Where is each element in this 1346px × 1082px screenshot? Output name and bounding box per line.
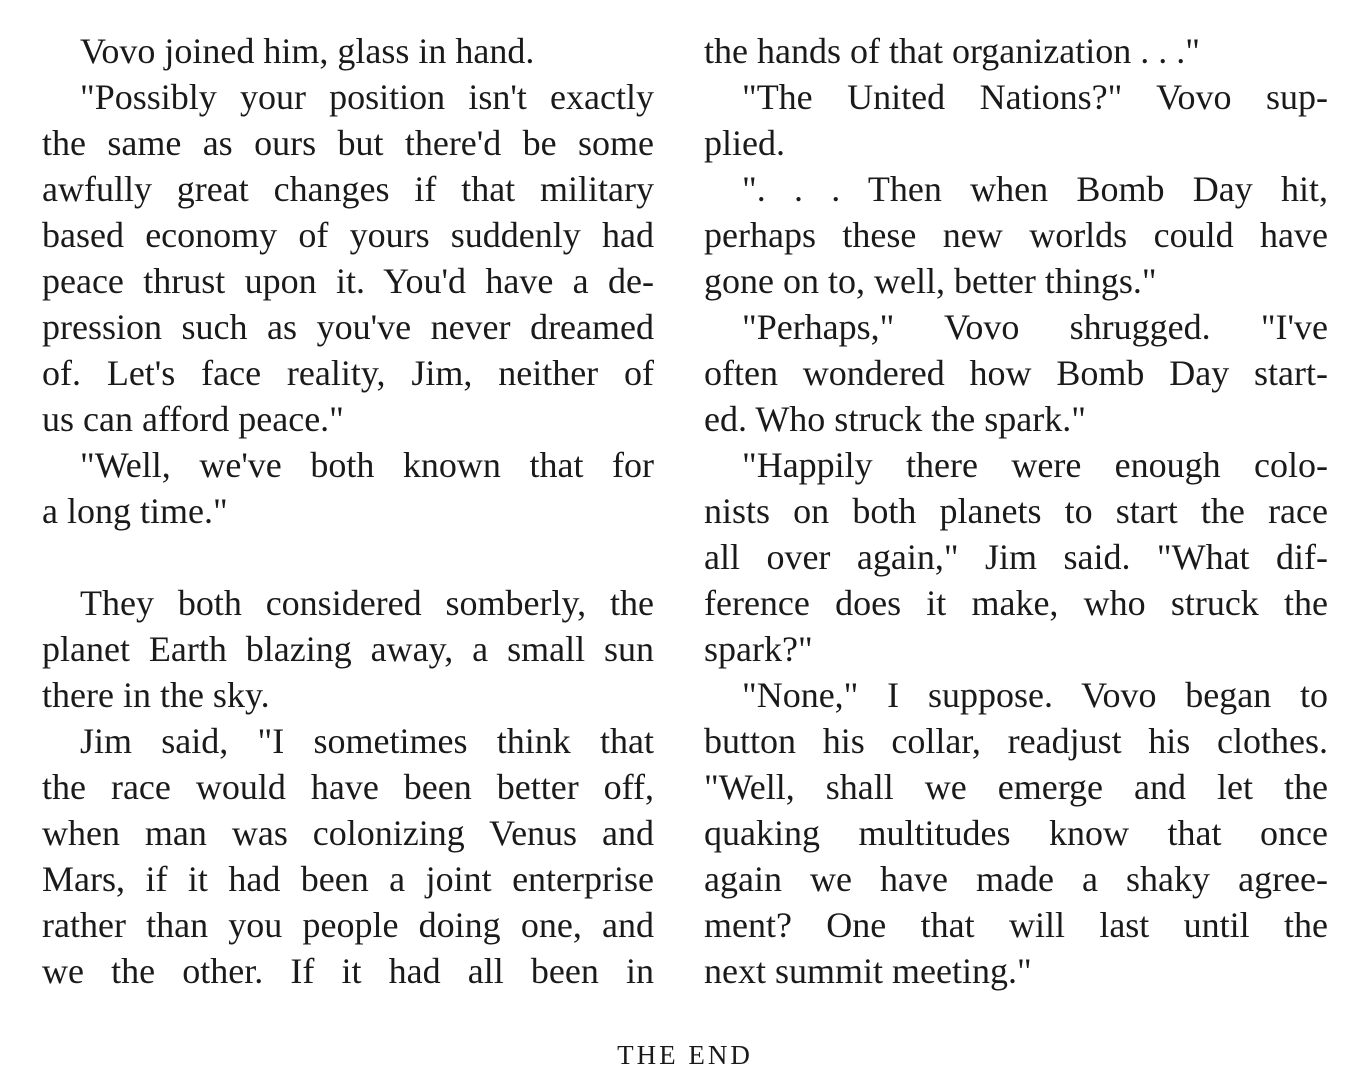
text-line: Jim said, "I sometimes think that <box>80 721 654 761</box>
text-line: again we have made a shaky agree- <box>704 859 1328 899</box>
text-line: gone on to, well, better things." <box>704 261 1157 301</box>
text-line: plied. <box>704 123 785 163</box>
text-line: of. Let's face reality, Jim, neither of <box>42 353 654 393</box>
the-end-label: THE END <box>617 1040 753 1070</box>
text-line: "Well, we've both known that for <box>80 445 654 485</box>
text-line: the race would have been better off, <box>42 767 654 807</box>
text-line: ference does it make, who struck the <box>704 583 1328 623</box>
text-line: often wondered how Bomb Day start- <box>704 353 1328 393</box>
text-line: spark?" <box>704 629 813 669</box>
text-line: Mars, if it had been a joint enterprise <box>42 859 654 899</box>
text-line: there in the sky. <box>42 675 270 715</box>
text-line: planet Earth blazing away, a small sun <box>42 629 654 669</box>
text-line: ment? One that will last until the <box>704 905 1328 945</box>
text-line: based economy of yours suddenly had <box>42 215 654 255</box>
text-line: "Possibly your position isn't exactly <box>80 77 654 117</box>
text-line: perhaps these new worlds could have <box>704 215 1328 255</box>
paragraph-break <box>42 534 654 580</box>
text-line: "Happily there were enough colo- <box>742 445 1328 485</box>
text-line: awfully great changes if that military <box>42 169 654 209</box>
text-line: the same as ours but there'd be some <box>42 123 654 163</box>
text-line: peace thrust upon it. You'd have a de- <box>42 261 654 301</box>
text-line: all over again," Jim said. "What dif- <box>704 537 1328 577</box>
text-line: a long time." <box>42 491 228 531</box>
text-line: "Perhaps," Vovo shrugged. "I've <box>742 307 1328 347</box>
left-text-column <box>42 28 654 994</box>
text-line: They both considered somberly, the <box>80 583 654 623</box>
text-line: button his collar, readjust his clothes. <box>704 721 1328 761</box>
text-line: the hands of that organization . . ." <box>704 31 1200 71</box>
text-line: nists on both planets to start the race <box>704 491 1328 531</box>
text-line: when man was colonizing Venus and <box>42 813 654 853</box>
text-line: we the other. If it had all been in <box>42 951 654 991</box>
text-line: ed. Who struck the spark." <box>704 399 1086 439</box>
text-line: next summit meeting." <box>704 951 1032 991</box>
text-line: rather than you people doing one, and <box>42 905 654 945</box>
text-line: "Well, shall we emerge and let the <box>704 767 1328 807</box>
text-line: "None," I suppose. Vovo began to <box>742 675 1328 715</box>
text-line: us can afford peace." <box>42 399 344 439</box>
text-line: quaking multitudes know that once <box>704 813 1328 853</box>
text-line: ". . . Then when Bomb Day hit, <box>742 169 1328 209</box>
text-line: pression such as you've never dreamed <box>42 307 654 347</box>
text-line: Vovo joined him, glass in hand. <box>80 31 535 71</box>
right-text-column <box>704 28 1328 994</box>
text-line: "The United Nations?" Vovo sup- <box>742 77 1328 117</box>
